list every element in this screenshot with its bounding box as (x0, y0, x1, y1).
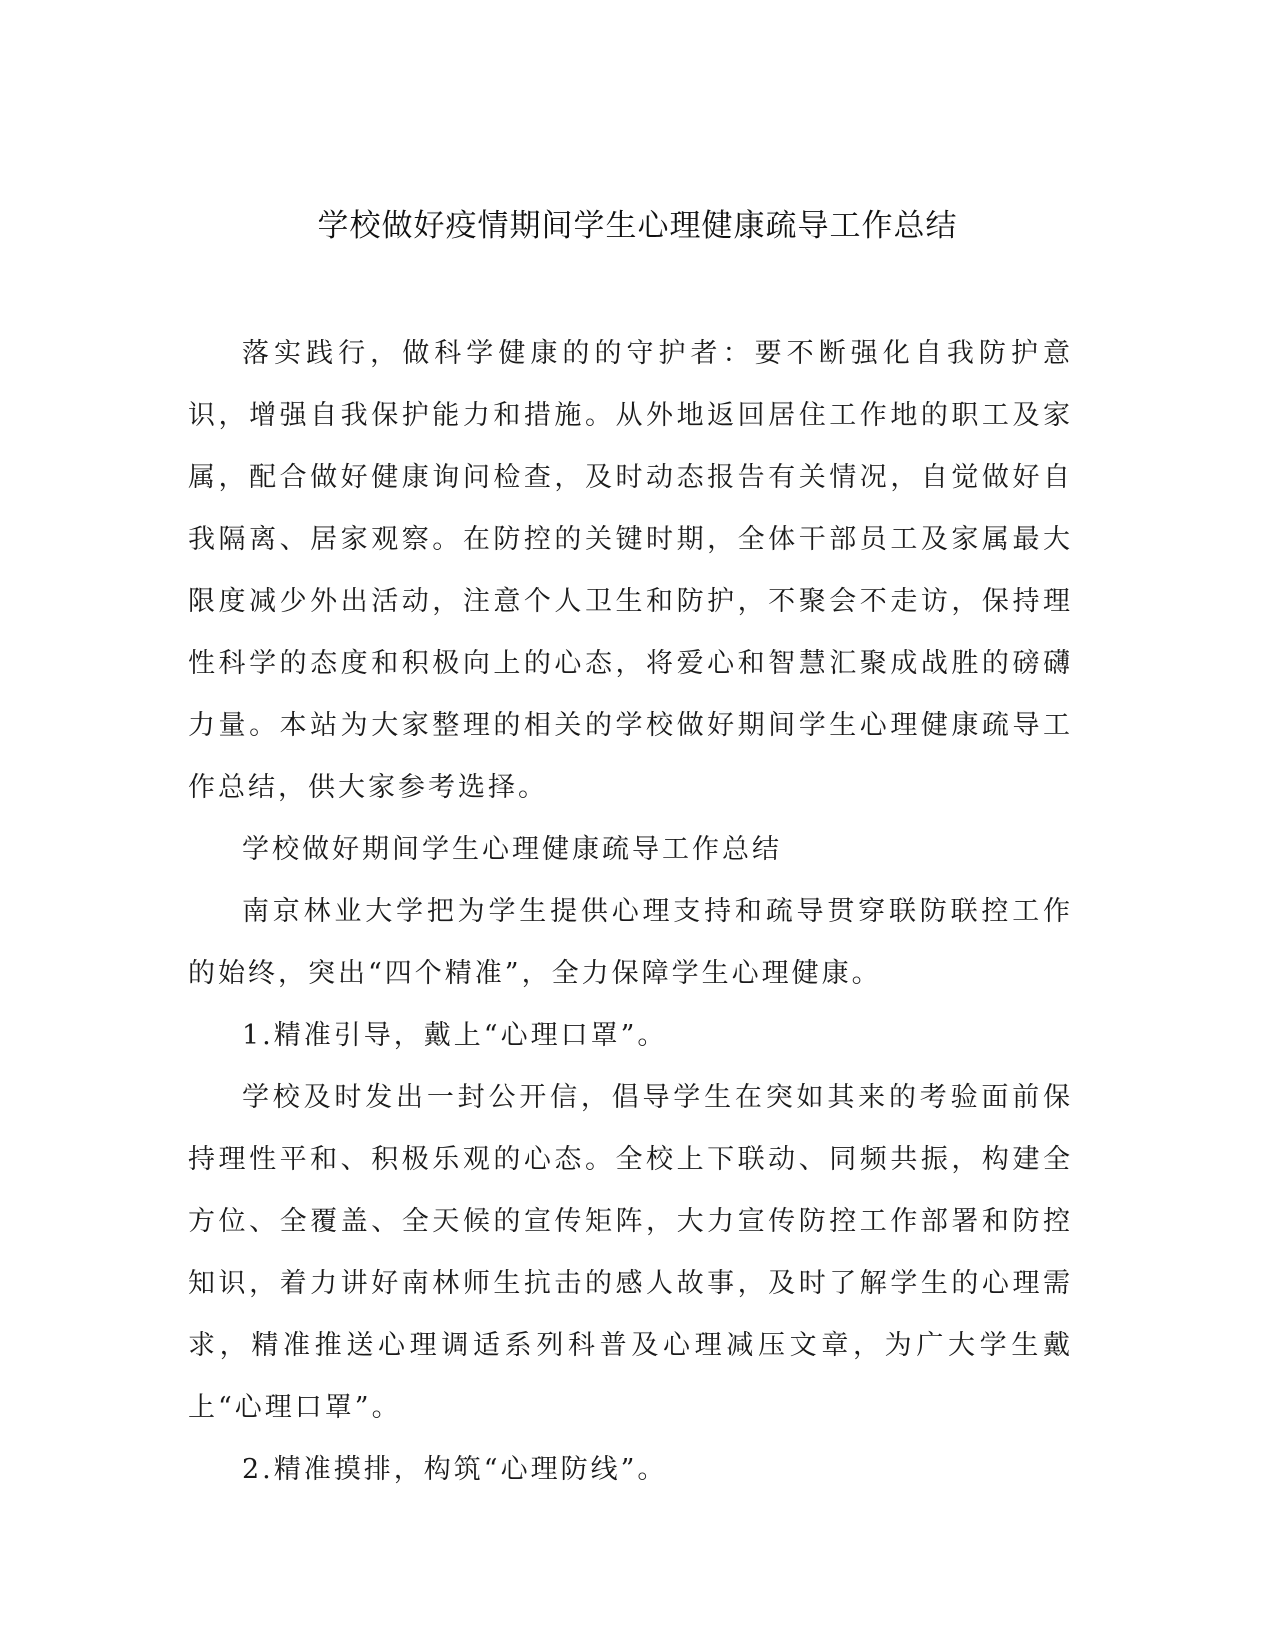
paragraph-overview: 南京林业大学把为学生提供心理支持和疏导贯穿联防联控工作的始终，突出“四个精准”，全力保障学生心理健康。 (188, 896, 1073, 989)
section-heading-2: 2.精准摸排，构筑“心理防线”。 (242, 1454, 668, 1485)
document-title: 学校做好疫情期间学生心理健康疏导工作总结 (317, 208, 958, 244)
paragraph-subtitle: 学校做好期间学生心理健康疏导工作总结 (242, 834, 782, 865)
document-body (188, 323, 1073, 1501)
paragraph-intro: 落实践行，做科学健康的的守护者：要不断强化自我防护意识，增强自我保护能力和措施。从外地返回居住工作地的职工及家属，配合做好健康询问检查，及时动态报告有关情况，自觉做好自我隔离、居家观察。在防控的关键时期，全体干部员工及家属最大限度减少外出活动，注意个人卫生和防护，不聚会不走访，保持理性科学的态度和积极向上的心态，将爱心和智慧汇聚成战胜的磅礴力量。本站为大家整理的相关的学校做好期间学生心理健康疏导工作总结，供大家参考选择。 (188, 338, 1073, 803)
section-heading-1: 1.精准引导，戴上“心理口罩”。 (242, 1020, 668, 1051)
paragraph-section-1: 学校及时发出一封公开信，倡导学生在突如其来的考验面前保持理性平和、积极乐观的心态。全校上下联动、同频共振，构建全方位、全覆盖、全天候的宣传矩阵，大力宣传防控工作部署和防控知识，着力讲好南林师生抗击的感人故事，及时了解学生的心理需求，精准推送心理调适系列科普及心理减压文章，为广大学生戴上“心理口罩”。 (188, 1082, 1073, 1423)
